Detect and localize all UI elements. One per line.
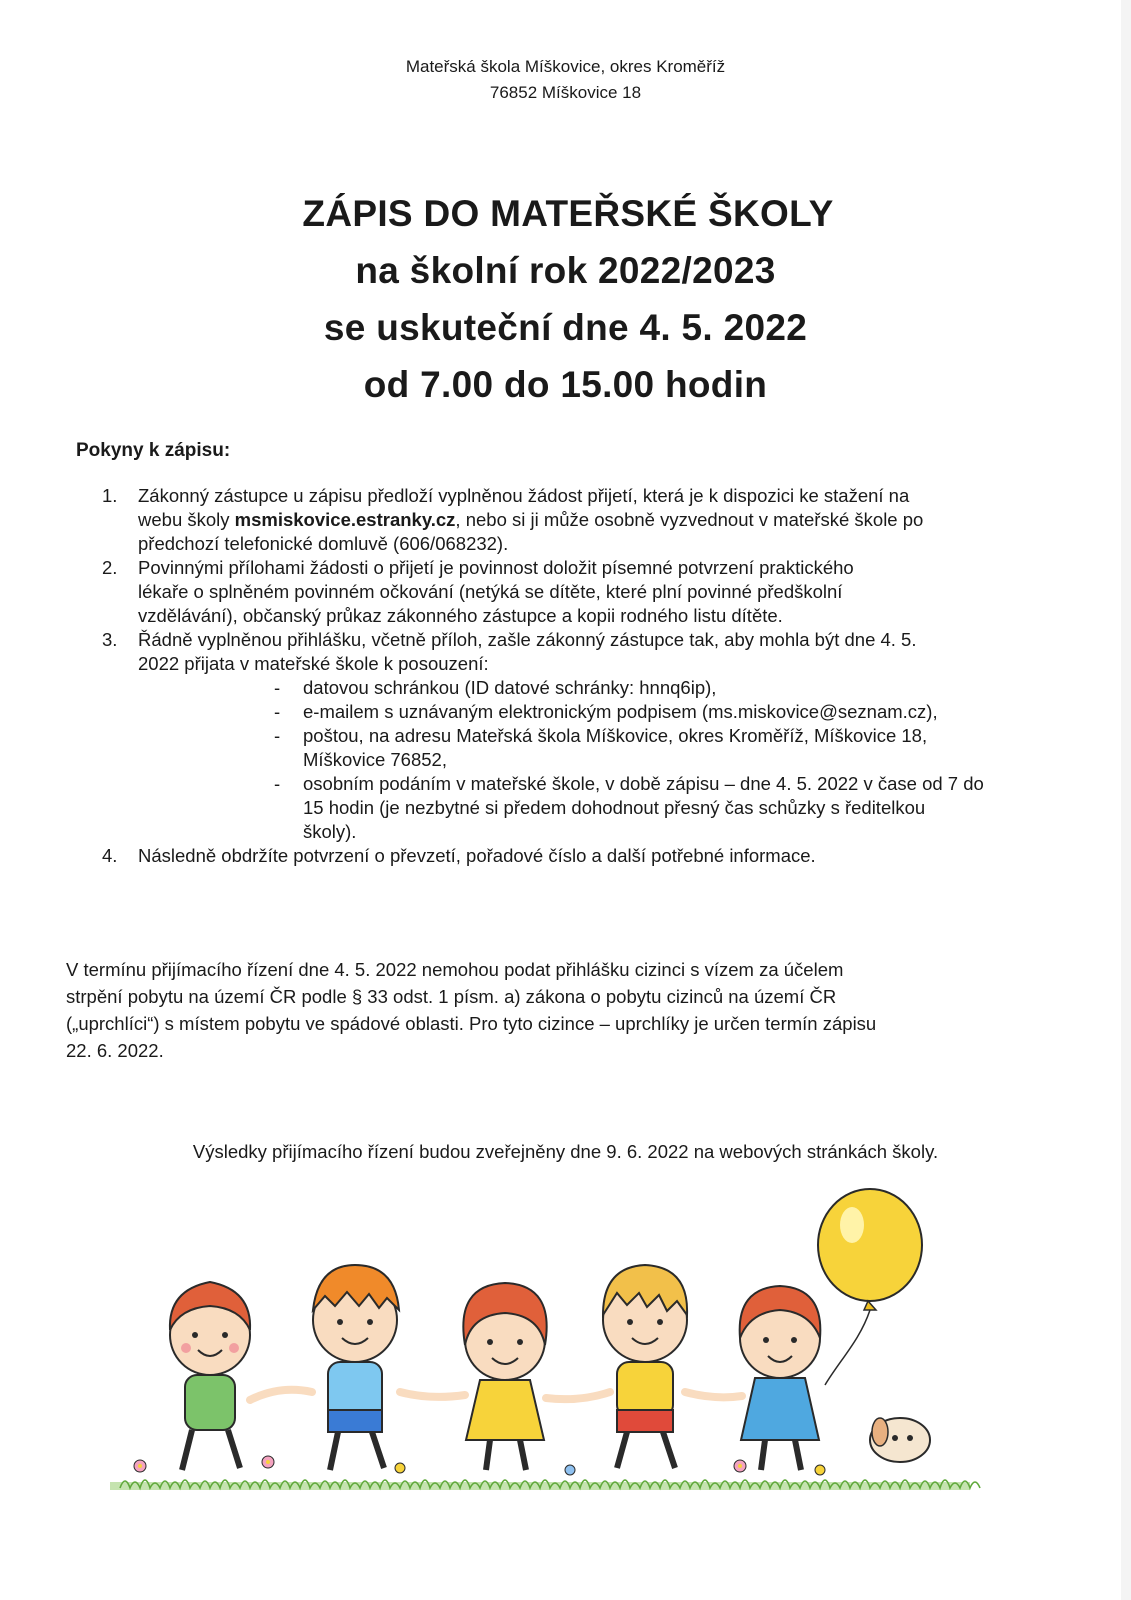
item-text: Povinnými přílohami žádosti o přijetí je povinnost doložit písemné potvrzení praktického [138, 557, 854, 578]
item-text-part: , nebo si ji může osobně vyzvednout v mateřské škole po [455, 509, 924, 530]
sub-item-text: 15 hodin (je nezbytné si předem dohodnout přesný čas schůzky s ředitelkou [303, 797, 926, 818]
item-text: 2022 přijata v mateřské škole k posouzení: [138, 653, 489, 674]
results-announcement: Výsledky přijímacího řízení budou zveřejněny dne 9. 6. 2022 na webových stránkách školy. [192, 1141, 939, 1162]
item-number: 4. [102, 845, 118, 866]
notice-line: („uprchlíci“) s místem pobytu ve spádové oblasti. Pro tyto cizince – uprchlíky je určen termín zápisu [66, 1013, 877, 1034]
item-text [138, 508, 1071, 532]
balloon-icon [818, 1189, 922, 1385]
scan-edge [1121, 0, 1131, 1600]
sub-item [275, 700, 1071, 724]
dog-icon [870, 1418, 930, 1462]
dash-bullet: - [274, 773, 281, 794]
children-illustration [100, 1170, 1000, 1500]
dash-bullet: - [274, 701, 281, 722]
item-text: vzdělávání), občanský průkaz zákonného zástupce a kopii rodného listu dítěte. [138, 605, 783, 626]
sub-item [275, 724, 1071, 772]
list-item [96, 628, 1071, 844]
notice-line: 22. 6. 2022. [66, 1040, 164, 1061]
item-text: lékaře o splněném povinném očkování (netýká se dítěte, které plní povinné předškolní [138, 581, 843, 602]
submission-methods-list [138, 676, 1071, 844]
item-text: předchozí telefonické domluvě (606/068232). [138, 533, 509, 554]
item-text: Zákonný zástupce u zápisu předloží vyplněnou žádost přijetí, která je k dispozici ke stažení na [138, 485, 910, 506]
child-icon [740, 1286, 821, 1470]
child-icon [313, 1265, 399, 1470]
item-text-part: webu školy [138, 509, 235, 530]
title-line-4: od 7.00 do 15.00 hodin [363, 364, 768, 405]
title-line-3: se uskuteční dne 4. 5. 2022 [323, 307, 808, 348]
item-number: 1. [102, 485, 118, 506]
sub-item-text: datovou schránkou (ID datové schránky: hnnq6ip), [303, 677, 717, 698]
child-icon [603, 1265, 687, 1468]
notice-line: strpění pobytu na území ČR podle § 33 odst. 1 písm. a) zákona o pobytu cizinců na území ČR [66, 986, 837, 1007]
school-name: Mateřská škola Míškovice, okres Kroměříž [405, 57, 726, 76]
list-item [96, 844, 1071, 868]
title-line-1: ZÁPIS DO MATEŘSKÉ ŠKOLY [302, 193, 834, 234]
title-line-2: na školní rok 2022/2023 [355, 250, 776, 291]
sub-item-text: školy). [303, 821, 357, 842]
notice-line: V termínu přijímacího řízení dne 4. 5. 2022 nemohou podat přihlášku cizinci s vízem za účelem [66, 959, 844, 980]
school-address: 76852 Míškovice 18 [489, 83, 642, 102]
dash-bullet: - [274, 677, 281, 698]
title-block [0, 185, 1131, 413]
sub-item-text: Míškovice 76852, [303, 749, 447, 770]
sub-item-text: poštou, na adresu Mateřská škola Míškovice, okres Kroměříž, Míškovice 18, [303, 725, 928, 746]
item-number: 2. [102, 557, 118, 578]
instructions-list [96, 484, 1071, 868]
child-icon [170, 1282, 250, 1470]
list-item [96, 484, 1071, 556]
school-website-link: msmiskovice.estranky.cz [234, 509, 456, 530]
item-text: Následně obdržíte potvrzení o převzetí, pořadové číslo a další potřebné informace. [138, 845, 816, 866]
sub-item [275, 676, 1071, 700]
item-number: 3. [102, 629, 118, 650]
list-item [96, 556, 1071, 628]
instructions-heading: Pokyny k zápisu: [76, 440, 231, 461]
sub-item [275, 772, 1071, 844]
item-text: Řádně vyplněnou přihlášku, včetně příloh, zašle zákonný zástupce tak, aby mohla být dne 4. 5. [138, 629, 917, 650]
child-icon [463, 1283, 546, 1470]
sub-item-text: osobním podáním v mateřské škole, v době zápisu – dne 4. 5. 2022 v čase od 7 do [303, 773, 984, 794]
sub-item-text: e-mailem s uznávaným elektronickým podpisem (ms.miskovice@seznam.cz), [303, 701, 938, 722]
dash-bullet: - [274, 725, 281, 746]
refugee-notice [66, 956, 1046, 1064]
